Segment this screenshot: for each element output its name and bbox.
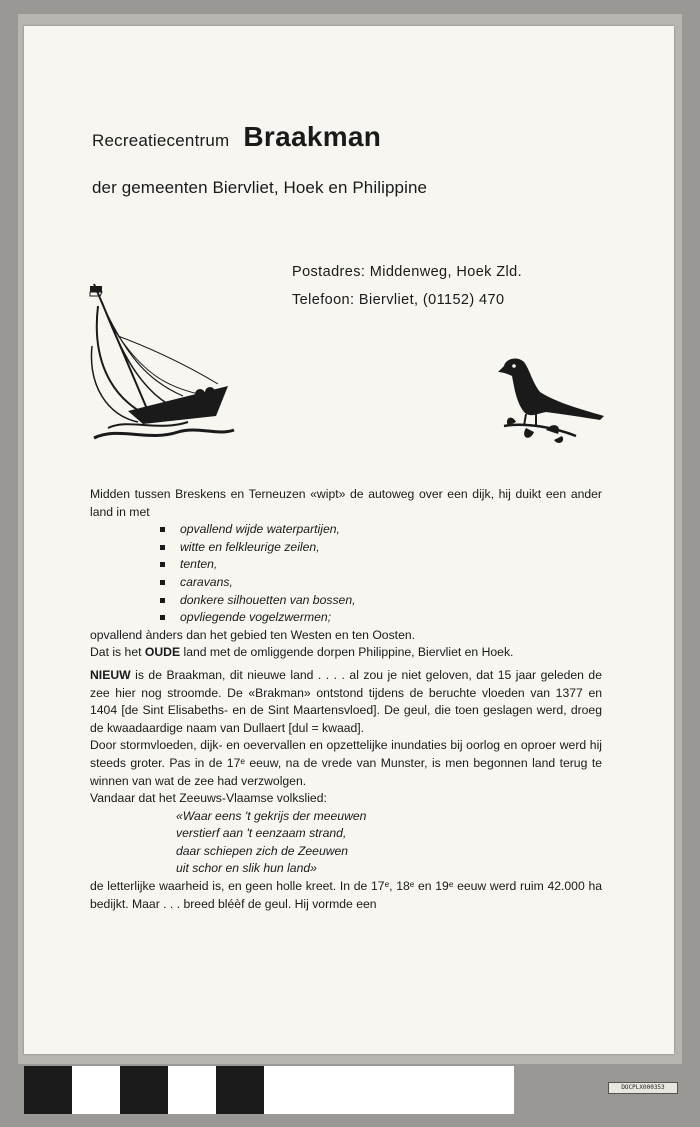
- color-patch: [72, 1066, 120, 1114]
- volkslied-intro: Vandaar dat het Zeeuws-Vlaamse volkslied:: [90, 791, 327, 806]
- bird-illustration: [496, 352, 608, 448]
- document-page: [24, 26, 674, 1054]
- oude-pre: Dat is het: [90, 645, 145, 660]
- color-patch: [264, 1066, 514, 1114]
- nieuw-text: is de Braakman, dit nieuwe land . . . . al zou je niet geloven, dat 15 jaar geleden de zee hier nog stroomde. De «Brakman» ontstond tijdens de beruchte vloeden van 1377 en 1404 [de Sint Elisabeths- en de Sint Maartensvloed]. De geul, die toen geslagen werd, droeg de kwaadaardige naam van Dullaert [dul = kwaad].: [90, 667, 602, 735]
- title-big: Braakman: [243, 121, 382, 152]
- page-title: [92, 121, 381, 153]
- feature-list: [90, 521, 602, 627]
- archive-label: DOCPLX000353: [608, 1082, 678, 1094]
- title-small: Recreatiecentrum: [92, 131, 230, 150]
- article-body: [90, 486, 602, 913]
- subtitle: der gemeenten Biervliet, Hoek en Philippine: [92, 178, 428, 197]
- oude-post: land met de omliggende dorpen Philippine, Biervliet en Hoek.: [180, 645, 514, 660]
- storm-paragraph: Door stormvloeden, dijk- en oevervallen en opzettelijke inundaties bij oorlog en oproer werd hij steeds groter. Pas in de 17ᵉ eeuw, na de vrede van Munster, is men begonnen land terug te winnen van wat de zee had verzwolgen.: [90, 738, 602, 788]
- verse-line: uit schor en slik hun land»: [176, 861, 317, 876]
- after-list-line: opvallend ànders dan het gebied ten Westen en ten Oosten.: [90, 627, 416, 642]
- oude-bold: OUDE: [144, 645, 181, 660]
- list-item: witte en felkleurige zeilen,: [160, 539, 602, 557]
- scan-color-bar: [24, 1066, 514, 1114]
- list-item: donkere silhouetten van bossen,: [160, 592, 602, 610]
- nieuw-bold: NIEUW: [90, 667, 131, 682]
- oude-paragraph: [90, 644, 602, 662]
- list-item: opvallend wijde waterpartijen,: [160, 521, 602, 539]
- verse-line: daar schiepen zich de Zeeuwen: [176, 843, 349, 858]
- list-item: tenten,: [160, 556, 602, 574]
- color-patch: [216, 1066, 264, 1114]
- nieuw-paragraph: [90, 667, 602, 737]
- list-item: caravans,: [160, 574, 602, 592]
- color-patch: [120, 1066, 168, 1114]
- sailboat-illustration: [88, 266, 238, 446]
- postal-address: Postadres: Middenweg, Hoek Zld.: [292, 264, 523, 280]
- anthem-verse: [90, 808, 602, 878]
- telephone: Telefoon: Biervliet, (01152) 470: [292, 292, 505, 308]
- list-item: opvliegende vogelzwermen;: [160, 609, 602, 627]
- intro-paragraph: Midden tussen Breskens en Terneuzen «wipt» de autoweg over een dijk, hij duikt een ander land in met: [90, 487, 602, 519]
- contact-block: [292, 258, 522, 314]
- verse-line: «Waar eens 't gekrijs der meeuwen: [176, 808, 367, 823]
- closing-paragraph: de letterlijke waarheid is, en geen holle kreet. In de 17ᵉ, 18ᵉ en 19ᵉ eeuw werd ruim 42.000 ha bedijkt. Maar . . . breed bléèf de geul. Hij vormde een: [90, 879, 602, 911]
- verse-line: verstierf aan 't eenzaam strand,: [176, 826, 347, 841]
- color-patch: [168, 1066, 216, 1114]
- color-patch: [24, 1066, 72, 1114]
